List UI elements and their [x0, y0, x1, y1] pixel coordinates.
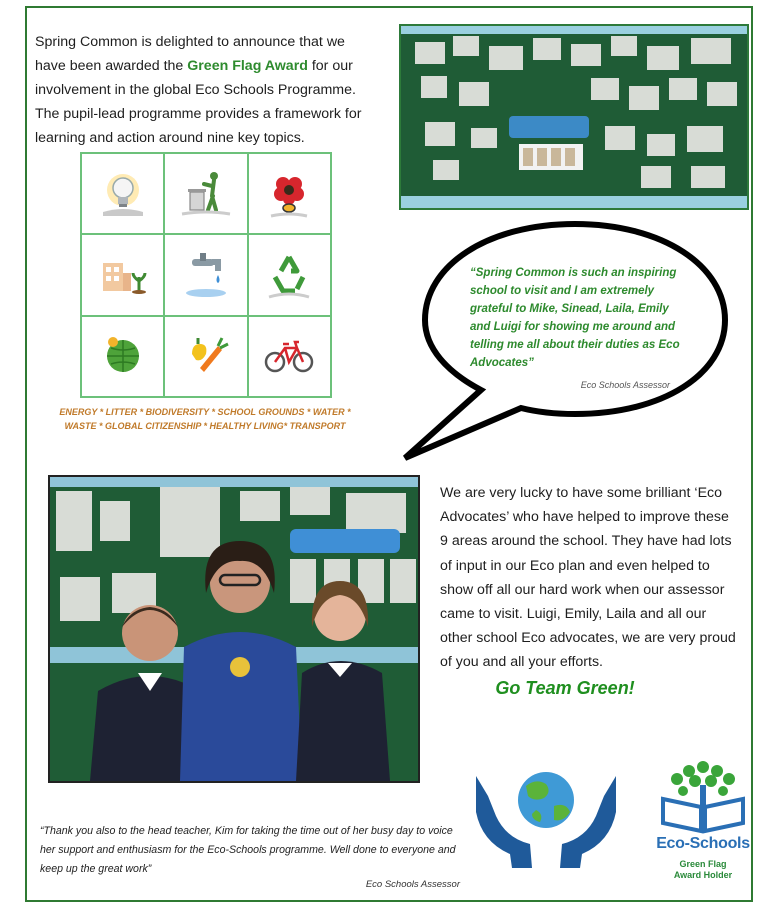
eco-advocates-photo — [48, 475, 420, 783]
topics-caption-line-1: ENERGY * LITTER * BIODIVERSITY * SCHOOL GROUNDS * WATER * — [59, 407, 351, 417]
logo-subtitle-line-2: Award Holder — [673, 870, 733, 880]
assessor-quote: “Spring Common is such an inspiring school to visit and I am extremely grateful to Mike, Sinead, Laila, Emily and Luigi for showing me around and telling me all about their duties as Eco Advocates” — [470, 267, 680, 369]
water-tap-icon — [164, 234, 247, 315]
logo-subtitle-line-1: Green Flag — [679, 859, 727, 869]
eco-schools-logo — [655, 755, 751, 885]
hands-globe-icon — [466, 762, 626, 872]
thanks-quote-attribution: Eco Schools Assessor — [365, 879, 460, 890]
vegetables-icon — [164, 316, 247, 397]
head-teacher-thanks-quote: “Thank you also to the head teacher, Kim for taking the time out of her busy day to voice her support and enthusiasm for the Eco-Schools programme. Well done to everyone and keep up the great work” — [40, 825, 456, 875]
topics-caption-line-2: WASTE * GLOBAL CITIZENSHIP * HEALTHY LIVING* TRANSPORT — [64, 421, 346, 431]
eco-topics-grid — [80, 152, 332, 398]
intro-text-end: for our involvement in the global Eco Schools Programme. The pupil-lead programme provides a framework for learning and action around nine key topics. — [35, 58, 362, 146]
globe-icon — [81, 316, 164, 397]
eco-advocates-paragraph: We are very lucky to have some brilliant ‘Eco Advocates’ who have helped to improve these 9 areas around the school. They have had lots of input in our Eco plan and even helped to show off all our hard work when our assessor came to visit. Luigi, Emily, Laila and all our other school Eco advocates, we are very proud of you and all your efforts. — [440, 485, 736, 671]
intro-text-start: Spring Common is delighted to announce that we have been awarded the — [35, 34, 345, 74]
litter-bin-icon — [164, 153, 247, 234]
flower-bee-icon — [248, 153, 331, 234]
eco-schools-brand-text: Eco-Schools — [656, 835, 750, 852]
bicycle-icon — [248, 316, 331, 397]
lightbulb-icon — [81, 153, 164, 234]
green-flag-award-holder-text — [655, 859, 751, 881]
eco-display-board-photo — [399, 24, 749, 210]
topics-caption — [40, 405, 370, 433]
intro-paragraph — [35, 30, 375, 150]
assessor-quote-attribution: Eco Schools Assessor — [580, 380, 670, 390]
go-team-green-slogan: Go Team Green! — [495, 678, 635, 698]
building-plant-icon — [81, 234, 164, 315]
green-flag-award-highlight: Green Flag Award — [187, 58, 308, 74]
recycle-icon — [248, 234, 331, 315]
